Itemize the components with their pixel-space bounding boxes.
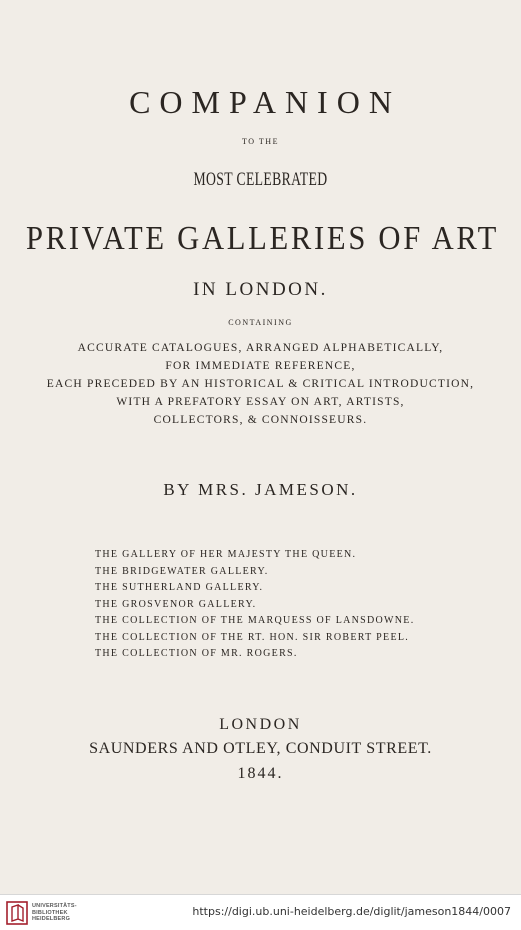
description-line: ACCURATE CATALOGUES, ARRANGED ALPHABETICALLY, — [77, 342, 444, 354]
gallery-list-item: THE SUTHERLAND GALLERY. — [95, 582, 264, 593]
author-line: BY MRS. JAMESON. — [163, 480, 358, 499]
university-heidelberg-logo-icon[interactable] — [6, 901, 28, 925]
logo-text-line: UNIVERSITÄTS- — [32, 903, 77, 909]
logo-text-line: BIBLIOTHEK — [32, 909, 68, 916]
gallery-list-item: THE COLLECTION OF THE RT. HON. SIR ROBERT PEEL. — [95, 631, 410, 643]
viewer-footer — [0, 894, 521, 930]
gallery-list-item: THE GROSVENOR GALLERY. — [95, 598, 257, 610]
publication-year: 1844. — [237, 765, 284, 782]
gallery-list-item: THE COLLECTION OF MR. ROGERS. — [95, 648, 298, 659]
description-line: FOR IMMEDIATE REFERENCE, — [165, 360, 356, 372]
gallery-list-item: THE BRIDGEWATER GALLERY. — [95, 565, 269, 577]
title-in-london: IN LONDON. — [193, 279, 328, 300]
description-line: COLLECTORS, & CONNOISSEURS. — [153, 414, 368, 426]
title-containing: CONTAINING — [228, 318, 293, 327]
permalink-url[interactable]: https://digi.ub.uni-heidelberg.de/diglit/jameson1844/0007 — [192, 905, 511, 918]
gallery-list-item: THE COLLECTION OF THE MARQUESS OF LANSDOWNE. — [95, 615, 415, 626]
library-logo-text[interactable] — [32, 903, 77, 923]
title-most-celebrated: MOST CELEBRATED — [193, 169, 328, 190]
publisher-name: SAUNDERS AND OTLEY, CONDUIT STREET. — [89, 740, 432, 757]
description-line: EACH PRECEDED BY AN HISTORICAL & CRITICAL INTRODUCTION, — [46, 378, 475, 390]
title-companion: COMPANION — [129, 84, 401, 120]
title-private-galleries: PRIVATE GALLERIES OF ART — [26, 220, 500, 257]
title-to-the: TO THE — [242, 137, 279, 146]
gallery-list-item: THE GALLERY OF HER MAJESTY THE QUEEN. — [95, 549, 357, 560]
gallery-list — [95, 547, 415, 663]
description-line: WITH A PREFATORY ESSAY ON ART, ARTISTS, — [116, 396, 405, 408]
logo-text-line: HEIDELBERG — [32, 916, 71, 922]
publisher-city: LONDON — [219, 716, 302, 733]
